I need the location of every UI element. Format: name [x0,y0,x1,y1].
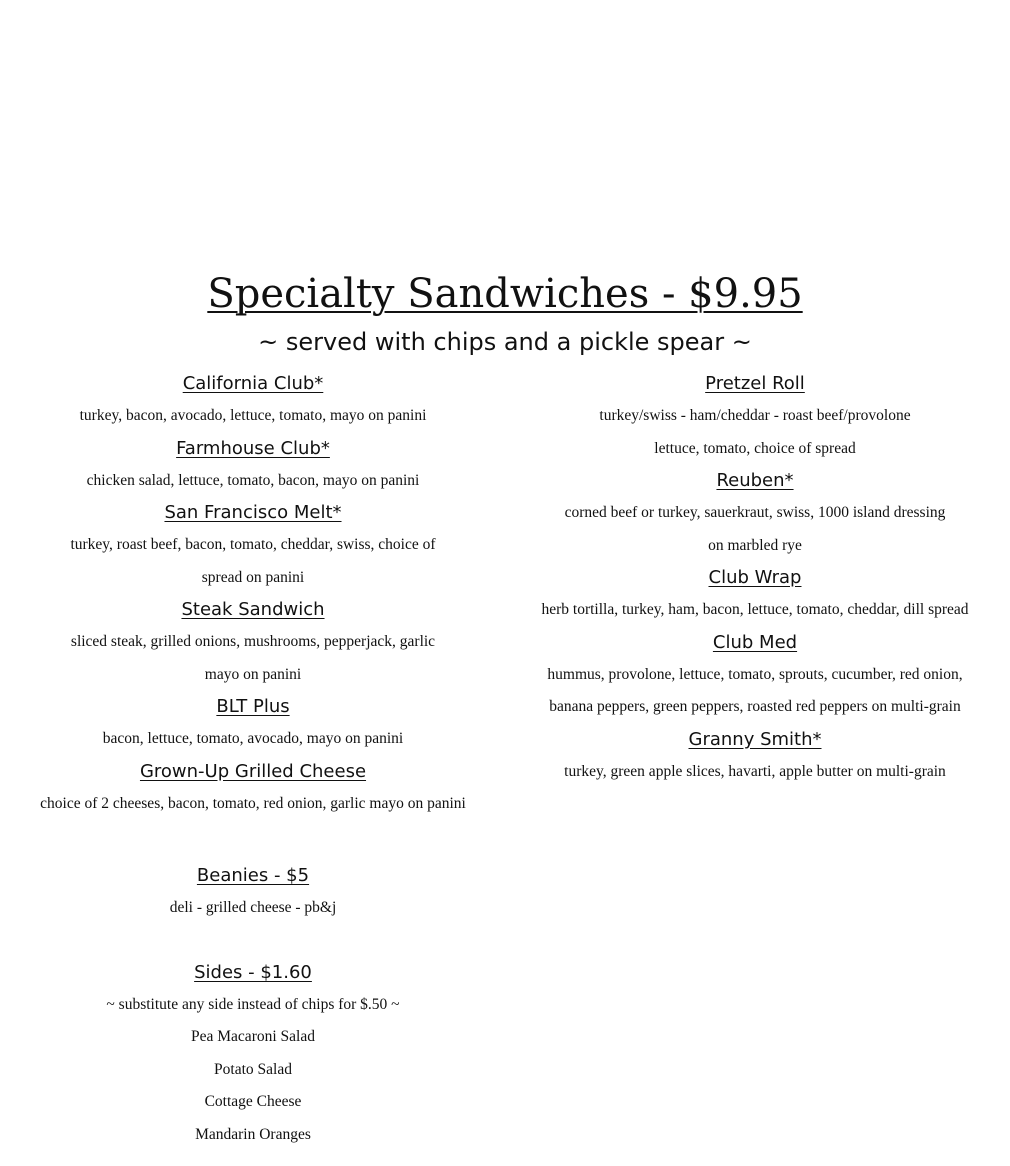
item-description-reuben: corned beef or turkey, sauerkraut, swiss, 1000 island dressing [564,504,946,521]
sides-title: Sides - $1.60 [194,961,312,983]
section-spacer [20,925,486,957]
side-item-cottage-cheese: Cottage Cheese [204,1093,302,1110]
menu-title: Specialty Sandwiches - $9.95 [207,271,803,317]
item-description-reuben-line-2: on marbled rye [708,536,802,554]
item-name-san-francisco-melt: San Francisco Melt* [164,502,342,523]
item-name-steak-sandwich: Steak Sandwich [181,599,325,620]
item-description-pretzel-roll: turkey/swiss - ham/cheddar - roast beef/provolone [599,407,911,424]
item-name-blt-plus: BLT Plus [216,696,290,717]
left-menu-column [20,368,486,1151]
item-description-steak-sandwich-wrap [20,626,486,691]
beanies-title: Beanies - $5 [196,865,310,886]
sides-note: ~ substitute any side instead of chips for $.50 ~ [106,995,400,1013]
item-description-california-club: turkey, bacon, avocado, lettuce, tomato, mayo on panini [79,407,427,424]
item-description-san-francisco-melt-wrap [20,529,486,594]
item-description-san-francisco-melt: turkey, roast beef, bacon, tomato, cheddar, swiss, choice of spread on panini [70,536,436,586]
item-description-granny-smith: turkey, green apple slices, havarti, apple butter on multi-grain [564,762,946,780]
item-description-club-med: hummus, provolone, lettuce, tomato, sprouts, cucumber, red onion, [547,665,963,683]
item-description-blt-plus: bacon, lettuce, tomato, avocado, mayo on panini [102,730,404,747]
item-name-reuben: Reuben* [716,470,794,491]
item-description-club-wrap: herb tortilla, turkey, ham, bacon, lettuce, tomato, cheddar, dill spread [541,601,969,618]
item-name-club-med: Club Med [712,631,798,653]
item-name-california-club: California Club* [182,373,324,394]
item-description-farmhouse-club: chicken salad, lettuce, tomato, bacon, mayo on panini [86,471,420,489]
side-item-mandarin-oranges: Mandarin Oranges [195,1125,311,1143]
item-description-club-med-line-2: banana peppers, green peppers, roasted red peppers on multi-grain [549,698,961,715]
item-name-grown-up-grilled-cheese: Grown-Up Grilled Cheese [139,760,367,782]
side-item-pea-macaroni-salad: Pea Macaroni Salad [191,1028,315,1045]
item-description-steak-sandwich: sliced steak, grilled onions, mushrooms, pepperjack, garlic mayo on panini [70,633,436,683]
item-name-club-wrap: Club Wrap [708,567,802,588]
beanies-description: deli - grilled cheese - pb&j [169,899,337,916]
item-name-farmhouse-club: Farmhouse Club* [176,437,330,459]
menu-subtitle: ~ served with chips and a pickle spear ~ [258,328,752,356]
item-name-granny-smith: Granny Smith* [688,728,822,750]
item-name-pretzel-roll: Pretzel Roll [705,373,805,394]
item-description-grown-up-grilled-cheese: choice of 2 cheeses, bacon, tomato, red onion, garlic mayo on panini [40,794,466,812]
item-description-pretzel-roll-line-2: lettuce, tomato, choice of spread [654,439,856,457]
side-item-potato-salad: Potato Salad [214,1060,292,1078]
section-spacer [20,820,486,860]
right-menu-column [520,368,990,788]
